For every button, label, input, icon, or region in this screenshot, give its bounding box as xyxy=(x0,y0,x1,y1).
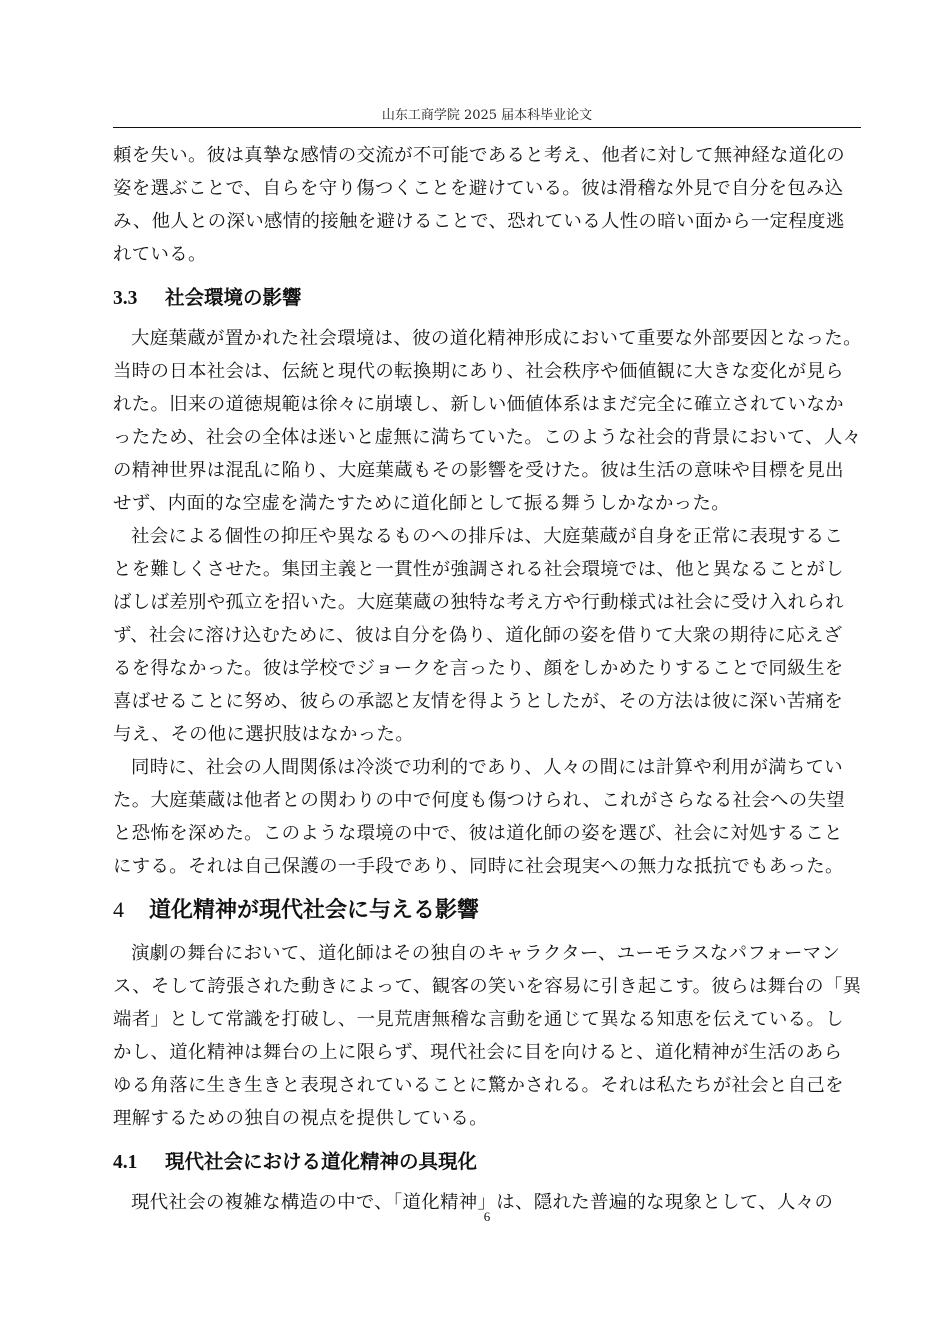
text-line: 理解するための独自の視点を提供している。 xyxy=(113,1108,488,1129)
chapter-heading-4 xyxy=(113,891,861,929)
text-line: 喜ばせることに努め、彼らの承認と友情を得ようとしたが、その方法は彼に深い苦痛を xyxy=(113,691,844,712)
text-line: るを得なかった。彼は学校でジョークを言ったり、顔をしかめたりすることで同級生を xyxy=(113,658,844,679)
page-number: 6 xyxy=(483,1209,491,1224)
section-heading-4-1 xyxy=(113,1143,861,1180)
chapter-number: 4 xyxy=(113,897,124,922)
text-line: 与え、その他に選択肢はなかった。 xyxy=(113,724,414,745)
text-line: 現代社会の複雑な構造の中で、「道化精神」は、隠れた普遍的な現象として、人々の xyxy=(131,1192,834,1213)
section-heading-3-3 xyxy=(113,279,861,316)
running-header: 山东工商学院 2025 届本科毕业论文 xyxy=(381,108,593,123)
text-line: 当時の日本社会は、伝統と現代の転換期にあり、社会秩序や価値観に大きな変化が見ら xyxy=(113,361,844,382)
text-line: 姿を選ぶことで、自らを守り傷つくことを避けている。彼は滑稽な外見で自分を包み込 xyxy=(113,178,844,199)
paragraph xyxy=(113,937,861,1135)
text-line: ゆる角落に生き生きと表現されていることに驚かされる。それは私たちが社会と自己を xyxy=(113,1075,844,1096)
chapter-title: 道化精神が現代社会に与える影響 xyxy=(149,897,480,923)
text-line: 同時に、社会の人間関係は冷淡で功利的であり、人々の間には計算や利用が満ちてい xyxy=(131,757,843,778)
text-line: 大庭葉蔵が置かれた社会環境は、彼の道化精神形成において重要な外部要因となった。 xyxy=(131,328,862,349)
text-line: 頼を失い。彼は真摯な感情の交流が不可能であると考え、他者に対して無神経な道化の xyxy=(113,145,845,166)
paragraph xyxy=(113,322,861,520)
text-line: ず、社会に溶け込むために、彼は自分を偽り、道化師の姿を借りて大衆の期待に応えざ xyxy=(113,625,843,646)
text-line: とを難しくさせた。集団主義と一貫性が強調される社会環境では、他と異なることがし xyxy=(113,559,844,580)
text-line: 演劇の舞台において、道化師はその独自のキャラクター、ユーモラスなパフォーマン xyxy=(131,943,841,964)
text-line: にする。それは自己保護の一手段であり、同時に社会現実への無力な抵抗でもあった。 xyxy=(113,856,844,877)
text-line: の精神世界は混乱に陥り、大庭葉蔵もその影響を受けた。彼は生活の意味や目標を見出 xyxy=(113,460,844,481)
section-title: 現代社会における道化精神の具現化 xyxy=(165,1150,478,1173)
text-line: 端者」として常識を打破し、一見荒唐無稽な言動を通じて異なる知恵を伝えている。し xyxy=(113,1009,844,1030)
text-line: と恐怖を深めた。このような環境の中で、彼は道化師の姿を選び、社会に対処すること xyxy=(113,823,843,844)
text-line: れている。 xyxy=(113,244,207,265)
text-line: 社会による個性の抑圧や異なるものへの排斥は、大庭葉蔵が自身を正常に表現するこ xyxy=(131,526,844,547)
paragraph-continued xyxy=(113,139,861,271)
section-number: 4.1 xyxy=(113,1152,138,1173)
text-line: かし、道化精神は舞台の上に限らず、現代社会に目を向けると、道化精神が生活のあら xyxy=(113,1042,843,1063)
page-body xyxy=(113,139,861,1219)
paragraph xyxy=(113,520,861,751)
section-number: 3.3 xyxy=(113,288,138,309)
text-line: た。大庭葉蔵は他者との関わりの中で何度も傷つけられ、これがさらなる社会への失望 xyxy=(113,790,845,811)
text-line: せず、内面的な空虚を満たすために道化師として振る舞うしかなかった。 xyxy=(113,493,730,514)
paragraph xyxy=(113,751,861,883)
text-line: ったため、社会の全体は迷いと虚無に満ちていた。このような社会的背景において、人々 xyxy=(113,427,862,448)
text-line: ス、そして誇張された動きによって、観客の笑いを容易に引き起こす。彼らは舞台の「異 xyxy=(113,976,862,997)
text-line: み、他人との深い感情的接触を避けることで、恐れている人性の暗い面から一定程度逃 xyxy=(113,211,845,232)
text-line: れた。旧来の道徳規範は徐々に崩壊し、新しい価値体系はまだ完全に確立されていなか xyxy=(113,394,844,415)
section-title: 社会環境の影響 xyxy=(165,286,302,309)
text-line: ばしば差別や孤立を招いた。大庭葉蔵の独特な考え方や行動様式は社会に受け入れられ xyxy=(113,592,844,613)
header-rule xyxy=(113,127,861,128)
